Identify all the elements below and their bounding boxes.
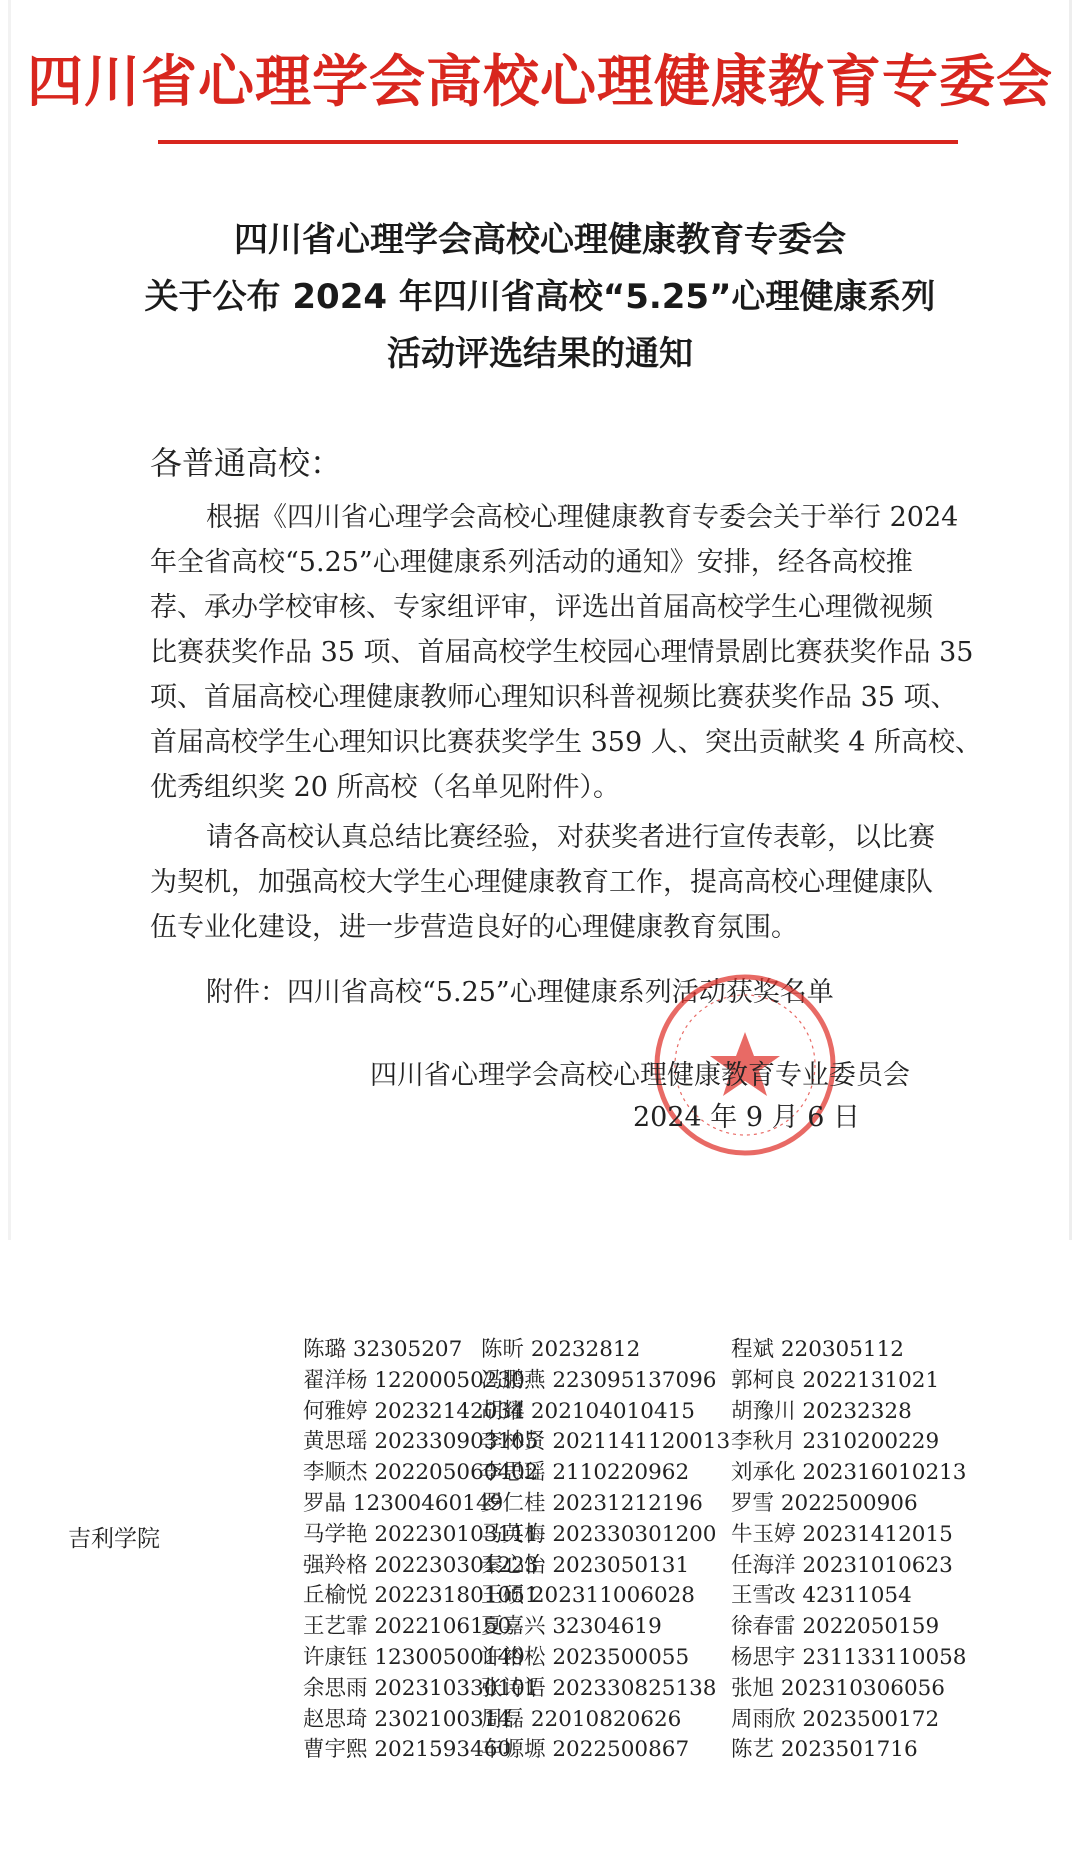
winner-entry: 徐春雷 2022050159 bbox=[731, 1614, 940, 1640]
winner-entry: 马学艳 202230103111 bbox=[303, 1521, 539, 1547]
paragraph-line: 荐、承办学校审核、专家组评审，评选出首届高校学生心理微视频 bbox=[150, 592, 933, 623]
paragraph-1 bbox=[150, 495, 983, 810]
list-item bbox=[303, 1397, 1063, 1428]
winner-entry: 翟洋杨 12200050230 bbox=[303, 1367, 525, 1393]
winner-entry: 周雨欣 2023500172 bbox=[731, 1706, 940, 1732]
list-item bbox=[303, 1735, 1063, 1766]
winner-entry: 张旭 202310306056 bbox=[731, 1675, 945, 1701]
attachment-line: 附件：四川省高校“5.25”心理健康系列活动获奖名单 bbox=[206, 977, 834, 1008]
winner-entry: 罗晶 12300460149 bbox=[303, 1490, 504, 1516]
winner-entry: 王雪改 42311054 bbox=[731, 1583, 912, 1609]
paragraph-2 bbox=[150, 815, 940, 950]
winner-entry: 杨思宇 231133110058 bbox=[731, 1644, 967, 1670]
school-name: 吉利学院 bbox=[68, 1526, 160, 1552]
list-item bbox=[303, 1705, 1063, 1736]
signer-organization: 四川省心理学会高校心理健康教育专业委员会 bbox=[370, 1060, 910, 1091]
paragraph-line: 项、首届高校心理健康教师心理知识科普视频比赛获奖作品 35 项、 bbox=[150, 682, 958, 713]
winner-entry: 胡耀 202104010415 bbox=[481, 1398, 695, 1424]
winner-entry: 李顺杰 202205060402 bbox=[303, 1460, 539, 1486]
winner-entry: 程斌 220305112 bbox=[731, 1337, 904, 1362]
winner-entry: 强羚格 202230301223 bbox=[303, 1552, 539, 1578]
winner-entry: 许裕松 2023500055 bbox=[481, 1644, 690, 1670]
list-item bbox=[303, 1427, 1063, 1458]
paragraph-line: 为契机，加强高校大学生心理健康教育工作，提高高校心理健康队 bbox=[150, 867, 933, 898]
winner-entry: 黄思瑶 202330903105 bbox=[303, 1429, 539, 1455]
list-item bbox=[303, 1612, 1063, 1643]
winner-entry: 李秋月 2310200229 bbox=[731, 1429, 940, 1455]
award-name-list bbox=[303, 1335, 1063, 1766]
winner-entry: 曹宇熙 2021593460 bbox=[303, 1737, 512, 1763]
winner-entry: 王艺霏 2022106150 bbox=[303, 1614, 512, 1640]
list-item bbox=[303, 1489, 1063, 1520]
winner-entry: 夏嘉兴 32304619 bbox=[481, 1614, 662, 1640]
letterhead-divider bbox=[158, 140, 958, 144]
winner-entry: 李思瑶 2110220962 bbox=[481, 1460, 690, 1486]
winner-entry: 丘榆悦 202231801051 bbox=[303, 1583, 539, 1609]
winner-entry: 冯鹏燕 223095137096 bbox=[481, 1367, 717, 1393]
list-item bbox=[303, 1551, 1063, 1582]
winner-entry: 余思雨 202310330101 bbox=[303, 1675, 539, 1701]
winner-entry: 陈艺 2023501716 bbox=[731, 1737, 918, 1763]
winner-entry: 牛玉婷 20231412015 bbox=[731, 1521, 953, 1547]
list-item bbox=[303, 1581, 1063, 1612]
winner-entry: 秦心怡 2023050131 bbox=[481, 1552, 690, 1578]
paragraph-line: 根据《四川省心理学会高校心理健康教育专委会关于举行 2024 bbox=[206, 502, 959, 533]
list-item bbox=[303, 1674, 1063, 1705]
winner-entry: 许康钰 12300500149 bbox=[303, 1644, 525, 1670]
winner-entry: 胡豫川 20232328 bbox=[731, 1398, 912, 1424]
paragraph-line: 年全省高校“5.25”心理健康系列活动的通知》安排，经各高校推 bbox=[150, 547, 913, 578]
org-letterhead: 四川省心理学会高校心理健康教育专委会 bbox=[27, 50, 1053, 115]
winner-entry: 陈昕 20232812 bbox=[481, 1337, 641, 1362]
winner-entry: 罗雪 2022500906 bbox=[731, 1490, 918, 1516]
paragraph-line: 优秀组织奖 20 所高校（名单见附件）。 bbox=[150, 772, 621, 803]
paragraph-line: 伍专业化建设，进一步营造良好的心理健康教育氛围。 bbox=[150, 912, 798, 943]
winner-entry: 郭柯良 2022131021 bbox=[731, 1367, 940, 1393]
list-item bbox=[303, 1458, 1063, 1489]
winner-entry: 马英梅 202330301200 bbox=[481, 1521, 717, 1547]
winner-entry: 何雅婷 20232142034 bbox=[303, 1398, 525, 1424]
paragraph-line: 比赛获奖作品 35 项、首届高校学生校园心理情景剧比赛获奖作品 35 bbox=[150, 637, 974, 668]
paragraph-line: 首届高校学生心理知识比赛获奖学生 359 人、突出贡献奖 4 所高校、 bbox=[150, 727, 983, 758]
notice-title-line-3: 活动评选结果的通知 bbox=[387, 334, 693, 374]
winner-entry: 赵思琦 2302100314 bbox=[303, 1706, 512, 1732]
list-item bbox=[303, 1335, 1063, 1366]
salutation: 各普通高校： bbox=[150, 444, 343, 482]
notice-title-line-2: 关于公布 2024 年四川省高校“5.25”心理健康系列 bbox=[144, 277, 936, 317]
winner-entry: 李林贤 2021141120013 bbox=[481, 1429, 731, 1455]
winner-entry: 陈璐 32305207 bbox=[303, 1337, 463, 1362]
winner-entry: 王硕 202311006028 bbox=[481, 1583, 695, 1609]
list-item bbox=[303, 1366, 1063, 1397]
issue-date: 2024 年 9 月 6 日 bbox=[633, 1102, 860, 1133]
winner-entry: 罗仁桂 20231212196 bbox=[481, 1490, 703, 1516]
winner-entry: 周磊 22010820626 bbox=[481, 1706, 682, 1732]
list-item bbox=[303, 1643, 1063, 1674]
winner-entry: 刘承化 202316010213 bbox=[731, 1460, 967, 1486]
winner-entry: 车塬塬 2022500867 bbox=[481, 1737, 690, 1763]
notice-title-line-1: 四川省心理学会高校心理健康教育专委会 bbox=[234, 220, 846, 260]
winner-entry: 任海洋 20231010623 bbox=[731, 1552, 953, 1578]
list-item bbox=[303, 1520, 1063, 1551]
winner-entry: 张诗语 202330825138 bbox=[481, 1675, 717, 1701]
paragraph-line: 请各高校认真总结比赛经验，对获奖者进行宣传表彰，以比赛 bbox=[206, 822, 935, 853]
